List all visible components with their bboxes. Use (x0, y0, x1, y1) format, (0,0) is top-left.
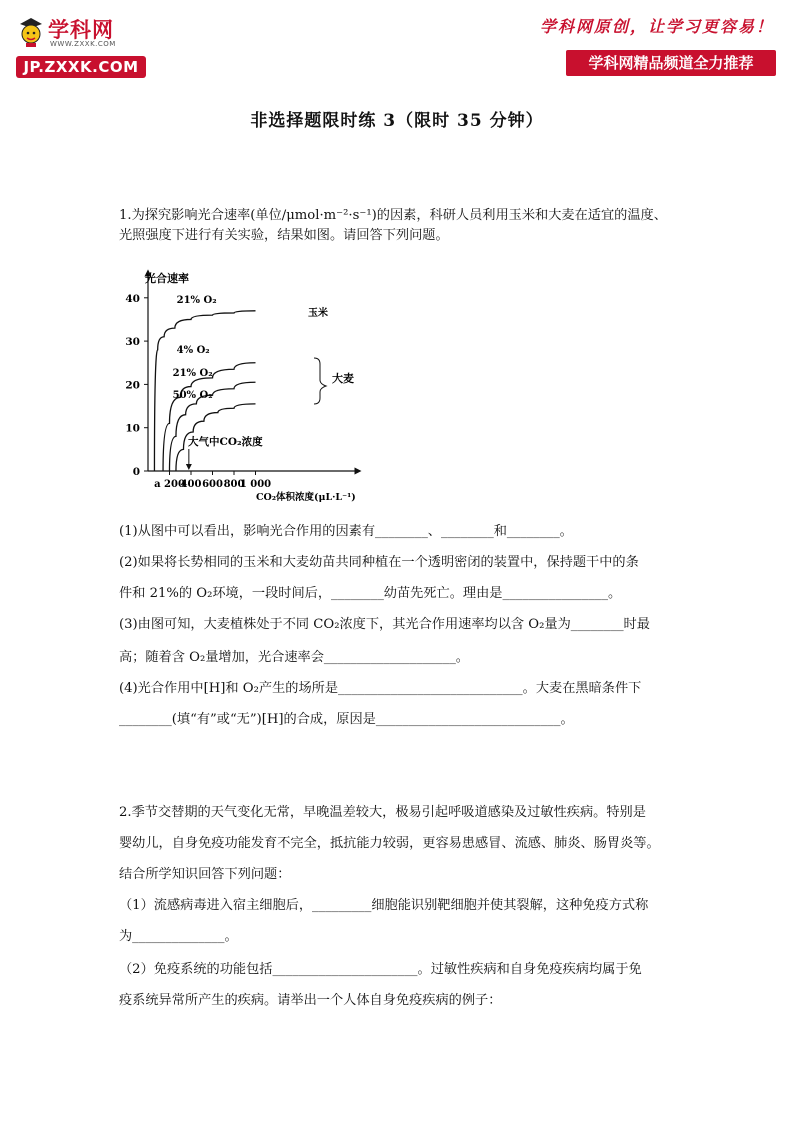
corn-label: 玉米 (308, 308, 328, 319)
x-tick-label: 1 000 (239, 479, 272, 490)
q1-intro: 1.为探究影响光合速率(单位/μmol·m⁻²·s⁻¹)的因素，科研人员利用玉米和大麦在适宜的温度、光照强度下进行有关实验，结果如图。请回答下列问题。 (119, 208, 667, 243)
brand-name: 学科网 (48, 18, 114, 42)
logo-top (16, 12, 146, 54)
photosynthesis-chart (118, 268, 378, 508)
atmospheric-co2-label: 大气中CO₂浓度 (188, 436, 263, 448)
site-badge[interactable]: JP.ZXXK.COM (16, 56, 146, 78)
q1-sub4a: (4)光合作用中[H]和 O₂产生的场所是____________________________。大麦在黑暗条件下 (119, 681, 642, 696)
y-tick-label: 0 (132, 466, 140, 478)
x-tick-label: 800 (223, 479, 245, 490)
q2-intro3: 结合所学知识回答下列问题： (119, 867, 291, 882)
series-oxygen-label: 4% O₂ (176, 344, 210, 356)
y-tick-label: 10 (125, 422, 140, 435)
y-tick-label: 40 (125, 292, 140, 305)
series-oxygen-label: 21% O₂ (176, 294, 217, 306)
q2-sub2a: （2）免疫系统的功能包括______________________。过敏性疾病和自身免疫疾病均属于免 (119, 962, 642, 977)
barley-label: 大麦 (332, 372, 354, 385)
page-title: 非选择题限时练 3（限时 35 分钟） (250, 111, 544, 131)
x-tick-label: 400 (180, 479, 202, 490)
q2-intro1: 2.季节交替期的天气变化无常，早晚温差较大，极易引起呼吸道感染及过敏性疾病。特别是 (119, 805, 646, 820)
q1-sub2a: (2)如果将长势相同的玉米和大麦幼苗共同种植在一个透明密闭的装置中，保持题干中的条 (119, 555, 639, 570)
q2-sub2b: 疫系统异常所产生的疾病。请举出一个人体自身免疫疾病的例子： (119, 993, 502, 1008)
mascot-icon (18, 16, 44, 48)
y-tick-label: 20 (125, 379, 140, 392)
q1-sub1: (1)从图中可以看出，影响光合作用的因素有________、________和________。 (119, 524, 573, 539)
slogan: 学科网原创，让学习更容易！ (539, 17, 774, 36)
y-tick-label: 30 (125, 336, 140, 349)
series-oxygen-label: 21% O₂ (172, 368, 213, 380)
y-axis-label: 光合速率 (145, 272, 189, 285)
channel-banner[interactable]: 学科网精品频道全力推荐 (566, 50, 776, 76)
x-tick-label: 600 (202, 479, 223, 490)
q1-sub3a: (3)由图可知，大麦植株处于不同 CO₂浓度下，其光合作用速率均以含 O₂量为________时最 (119, 617, 650, 632)
q1-sub4b: ________(填“有”或“无”)[H]的合成，原因是____________________________。 (119, 712, 574, 727)
brand-url: WWW.ZXXK.COM (50, 40, 116, 48)
site-logo[interactable] (16, 12, 151, 82)
barley-brace (314, 358, 326, 404)
x-tick-label: a 200 (154, 479, 185, 490)
q2-intro2: 婴幼儿，自身免疫功能发育不完全，抵抗能力较弱，更容易患感冒、流感、肺炎、肠胃炎等。 (119, 836, 660, 851)
q2-sub1b: 为______________。 (119, 929, 238, 944)
q2-sub1a: （1）流感病毒进入宿主细胞后，_________细胞能识别靶细胞并使其裂解，这种免疫方式称 (119, 898, 649, 913)
q1-sub2b: 件和 21%的 O₂环境，一段时间后，________幼苗先死亡。理由是________________。 (119, 586, 622, 601)
x-axis-label: CO₂体积浓度(μL·L⁻¹) (256, 492, 356, 503)
series-oxygen-label: 50% O₂ (172, 389, 213, 401)
q1-sub3b: 高；随着含 O₂量增加，光合速率会____________________。 (119, 650, 469, 665)
